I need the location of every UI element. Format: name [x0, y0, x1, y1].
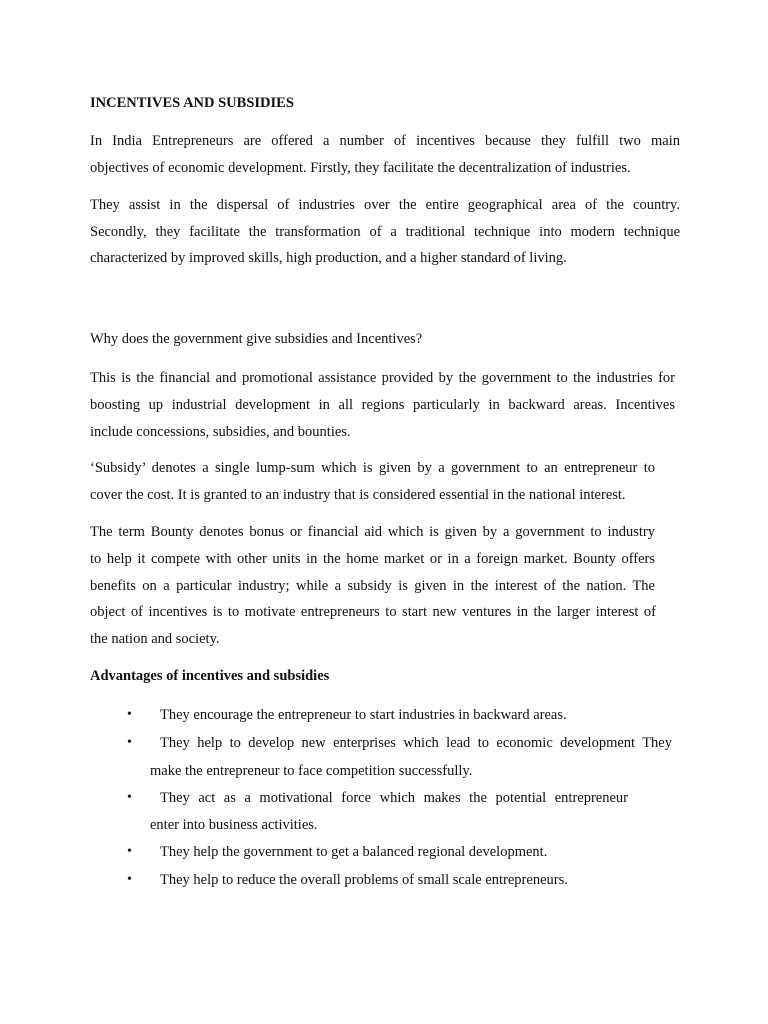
- document-heading: INCENTIVES AND SUBSIDIES: [90, 95, 294, 111]
- assistance-line-3: include concessions, subsidies, and bounties.: [90, 424, 351, 440]
- bullet-icon: •: [127, 872, 132, 887]
- assistance-line-1: This is the financial and promotional assistance provided by the government to the industries for: [90, 370, 675, 386]
- subsidy-line-2: cover the cost. It is granted to an industry that is considered essential in the national interest.: [90, 487, 626, 503]
- subsidy-line-1: ‘Subsidy’ denotes a single lump-sum which is given by a government to an entrepreneur to: [90, 460, 655, 476]
- dispersal-line-1: They assist in the dispersal of industries over the entire geographical area of the country.: [90, 197, 680, 213]
- bullet-icon: •: [127, 790, 132, 805]
- bullet-icon: •: [127, 735, 132, 750]
- bounty-line-1: The term Bounty denotes bonus or financial aid which is given by a government to industry: [90, 524, 655, 540]
- list-item-text: They encourage the entrepreneur to start industries in backward areas.: [160, 707, 567, 723]
- bullet-icon: •: [127, 707, 132, 722]
- assistance-line-2: boosting up industrial development in all regions particularly in backward areas. Incentives: [90, 397, 675, 413]
- bounty-line-4: object of incentives is to motivate entrepreneurs to start new ventures in the larger interest of: [90, 604, 656, 620]
- question-heading: Why does the government give subsidies and Incentives?: [90, 331, 423, 347]
- bounty-line-5: the nation and society.: [90, 631, 220, 647]
- intro-line-1: In India Entrepreneurs are offered a number of incentives because they fulfill two main: [90, 133, 680, 149]
- dispersal-line-2: Secondly, they facilitate the transformation of a traditional technique into modern technique: [90, 224, 680, 240]
- list-item-text: They help to reduce the overall problems of small scale entrepreneurs.: [160, 872, 568, 888]
- dispersal-line-3: characterized by improved skills, high production, and a higher standard of living.: [90, 250, 567, 266]
- intro-line-2: objectives of economic development. Firstly, they facilitate the decentralization of industries.: [90, 160, 631, 176]
- list-item-text: They help the government to get a balanced regional development.: [160, 844, 548, 860]
- bullet-icon: •: [127, 844, 132, 859]
- list-item-text: They help to develop new enterprises which lead to economic development They: [160, 735, 672, 751]
- list-item-text-continued: make the entrepreneur to face competition successfully.: [150, 763, 473, 779]
- list-item-text-continued: enter into business activities.: [150, 817, 318, 833]
- bounty-line-2: to help it compete with other units in the home market or in a foreign market. Bounty offers: [90, 551, 655, 567]
- bounty-line-3: benefits on a particular industry; while a subsidy is given in the interest of the nation. The: [90, 578, 655, 594]
- list-item-text: They act as a motivational force which makes the potential entrepreneur: [160, 790, 628, 806]
- advantages-heading: Advantages of incentives and subsidies: [90, 668, 330, 684]
